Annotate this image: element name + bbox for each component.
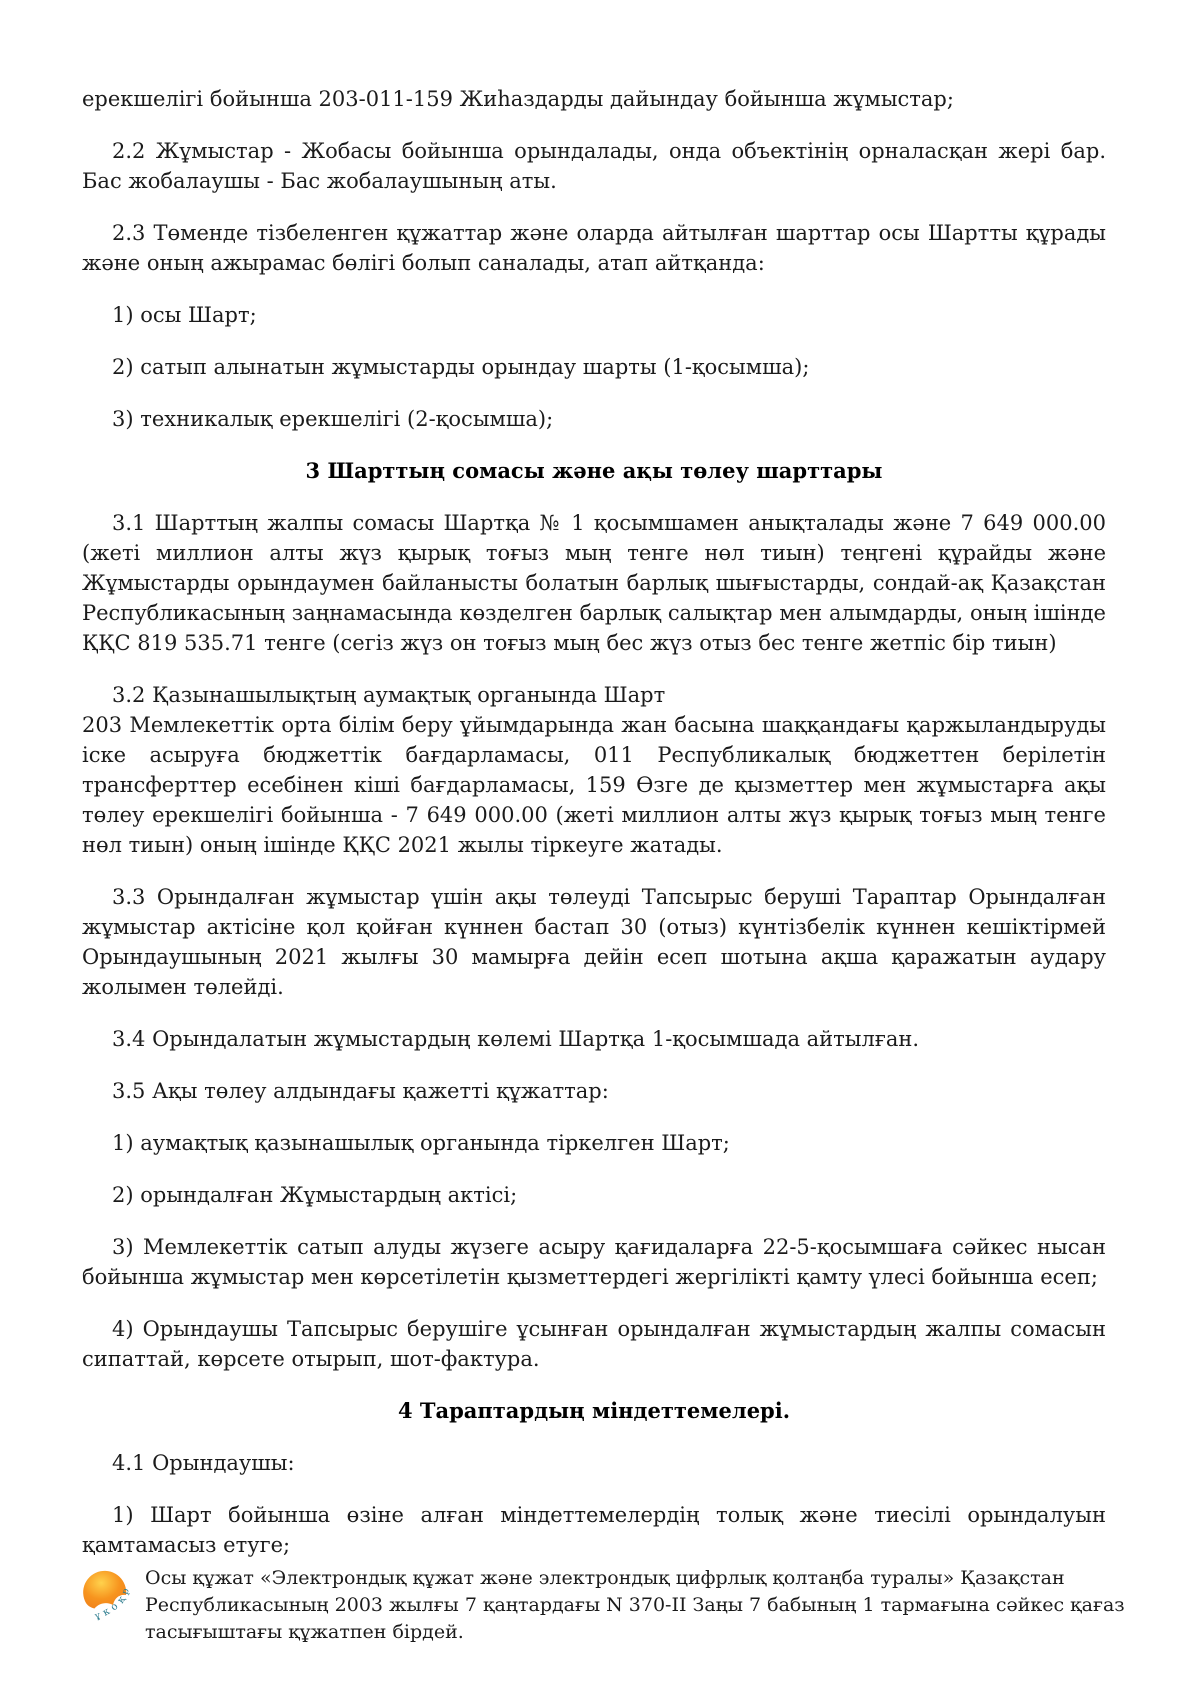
svg-text:ұ: ұ — [93, 1610, 102, 1622]
paragraph-3-1: 3.1 Шарттың жалпы сомасы Шартқа № 1 қосымшамен анықталады және 7 649 000.00 (жеті миллион алты жүз қырық тоғыз мың тенге нөл тиын) теңгені құрайды және Жұмыстарды орындаумен байланысты болатын барлық шығыстарды, сондай-ақ Қазақстан Республикасының заңнамасында көзделген барлық салықтар мен алымдарды, оның ішінде ҚҚС 819 535.71 тенге (сегіз жүз он тоғыз мың бес жүз отыз бес тенге жетпіс бір тиын) — [82, 511, 1106, 655]
list-item-4-1-1: 1) Шарт бойынша өзіне алған міндеттемелердің толық және тиесілі орындалуын қамтамасыз етуге; — [82, 1503, 1106, 1557]
section-3-heading: 3 Шарттың сомасы және ақы төлеу шарттары — [305, 458, 883, 483]
signature-footer — [82, 1564, 1125, 1646]
paragraph-3-5: 3.5 Ақы төлеу алдындағы қажетті құжаттар: — [112, 1079, 609, 1103]
paragraph-2-3: 2.3 Төменде тізбеленген құжаттар және оларда айтылған шарттар осы Шартты құрады және оның ажырамас бөлігі болып саналады, атап айтқанда: — [82, 221, 1106, 275]
nca-kazakhstan-logo-icon — [82, 1566, 132, 1622]
list-item-2-3-3: 3) техникалық ерекшелігі (2-қосымша); — [112, 407, 554, 431]
list-item-2-3-1: 1) осы Шарт; — [112, 303, 257, 327]
section-4-heading: 4 Тараптардың міндеттемелері. — [397, 1398, 791, 1423]
svg-text:қ: қ — [115, 1594, 128, 1606]
paragraph-3-4: 3.4 Орындалатын жұмыстардың көлемі Шартқа 1-қосымшада айтылған. — [112, 1027, 920, 1051]
contract-body — [82, 84, 1106, 1582]
list-item-2-3-2: 2) сатып алынатын жұмыстарды орындау шарты (1-қосымша); — [112, 355, 810, 379]
signature-note-line-2: Республикасының 2003 жылғы 7 қаңтардағы N 370-II Заңы 7 бабының 1 тармағына сәйкес қағаз — [145, 1594, 1125, 1616]
paragraph-3-3: 3.3 Орындалған жұмыстар үшін ақы төлеуді Тапсырыс беруші Тараптар Орындалған жұмыстар актісіне қол қойған күннен бастап 30 (отыз) күнтізбелік күннен кешіктірмей Орындаушының 2021 жылғы 30 мамырға дейін есеп шотына ақша қаражатын аудару жолымен төлейді. — [82, 885, 1106, 999]
svg-text:о: о — [108, 1601, 121, 1614]
signature-note-line-3: тасығыштағы құжатпен бірдей. — [145, 1621, 464, 1643]
signature-note — [145, 1564, 1125, 1646]
signature-note-line-1: Осы құжат «Электрондық құжат және электрондық цифрлық қолтаңба туралы» Қазақстан — [145, 1567, 1065, 1589]
list-item-3-5-4: 4) Орындаушы Тапсырыс берушіге ұсынған орындалған жұмыстардың жалпы сомасын сипаттай, көрсете отырып, шот-фактура. — [82, 1317, 1106, 1371]
list-item-3-5-1: 1) аумақтық қазынашылық органында тіркелген Шарт; — [112, 1131, 730, 1155]
paragraph-3-2-intro: 3.2 Қазынашылықтың аумақтық органында Шарт — [112, 683, 666, 707]
svg-text:к: к — [101, 1605, 112, 1619]
paragraph-3-2-body: 203 Мемлекеттік орта білім беру ұйымдарында жан басына шаққандағы қаржыландыруды іске асыруға бюджеттік бағдарламасы, 011 Республикалық бюджеттен берілетін трансферттер есебінен кіші бағдарламасы, 159 Өзге де қызметтер мен жұмыстарға ақы төлеу ерекшелігі бойынша - 7 649 000.00 (жеті миллион алты жүз қырық тоғыз мың тенге нөл тиын) оның ішінде ҚҚС 2021 жылы тіркеуге жатады. — [82, 713, 1106, 857]
list-item-3-5-2: 2) орындалған Жұмыстардың актісі; — [112, 1183, 518, 1207]
paragraph-continuation: ерекшелігі бойынша 203-011-159 Жиһаздарды дайындау бойынша жұмыстар; — [82, 87, 954, 111]
paragraph-4-1: 4.1 Орындаушы: — [112, 1451, 295, 1475]
paragraph-2-2: 2.2 Жұмыстар - Жобасы бойынша орындалады, онда объектінің орналасқан жері бар. Бас жобалаушы - Бас жобалаушының аты. — [82, 139, 1106, 193]
svg-text:р: р — [120, 1587, 132, 1597]
list-item-3-5-3: 3) Мемлекеттік сатып алуды жүзеге асыру қағидаларға 22-5-қосымшаға сәйкес нысан бойынша жұмыстар мен көрсетілетін қызметтердегі жергілікті қамту үлесі бойынша есеп; — [82, 1235, 1106, 1289]
